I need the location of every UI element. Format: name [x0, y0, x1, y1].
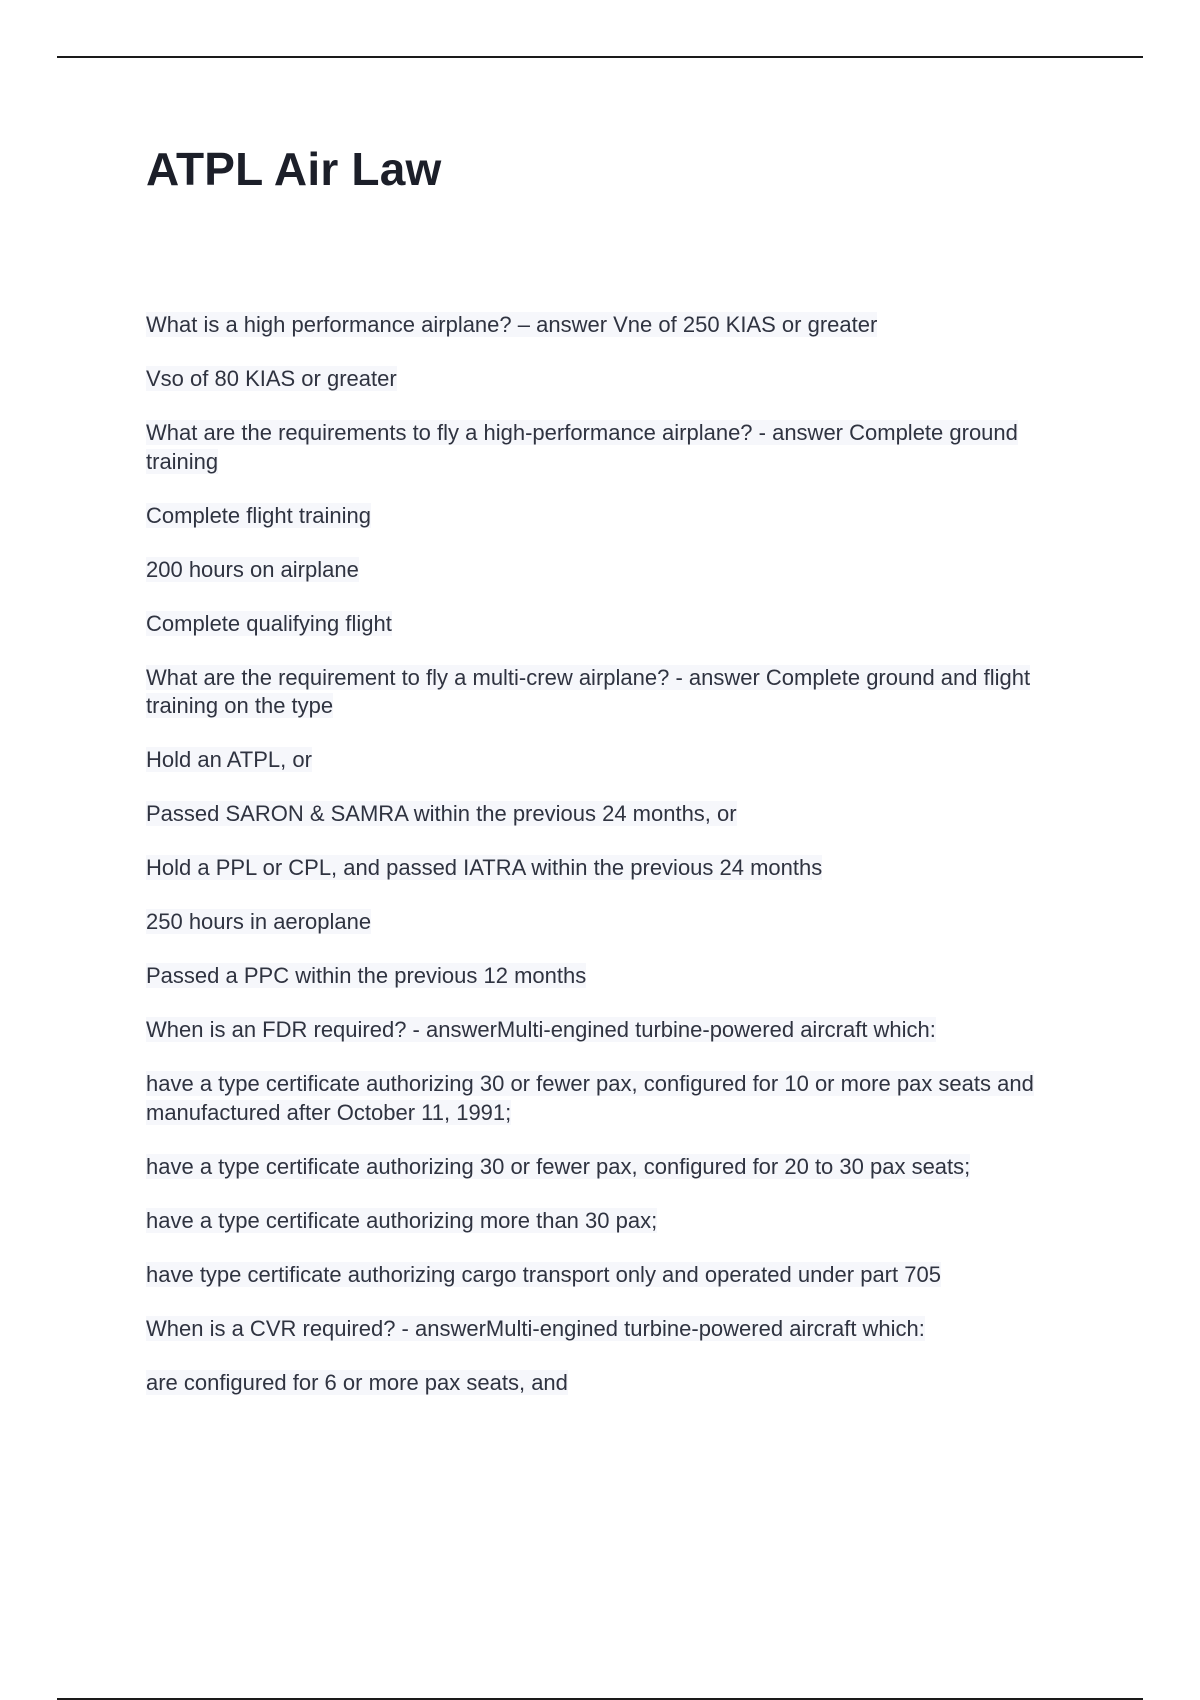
paragraph: have a type certificate authorizing 30 or fewer pax, configured for 20 to 30 pax seats; [146, 1153, 971, 1179]
paragraph: 250 hours in aeroplane [146, 909, 372, 934]
paragraph: What is a high performance airplane? – answer Vne of 250 KIAS or greater [146, 312, 878, 337]
paragraph: Complete qualifying flight [146, 610, 392, 636]
paragraph: What are the requirements to fly a high-performance airplane? - answer Complete ground training [146, 420, 1018, 474]
paragraph: have a type certificate authorizing 30 or fewer pax, configured for 10 or more pax seats and manufactured after October 11, 1991; [146, 1071, 1034, 1125]
paragraph: have a type certificate authorizing more than 30 pax; [146, 1207, 658, 1233]
paragraph: 200 hours on airplane [146, 556, 359, 582]
paragraph: Hold a PPL or CPL, and passed IATRA within the previous 24 months [146, 855, 823, 880]
paragraph: When is a CVR required? - answerMulti-engined turbine-powered aircraft which: [146, 1315, 925, 1341]
paragraph: Complete flight training [146, 502, 372, 528]
paragraph: are configured for 6 or more pax seats, and [146, 1369, 568, 1395]
top-rule [57, 56, 1143, 58]
document-title: ATPL Air Law [146, 143, 442, 195]
paragraph: When is an FDR required? - answerMulti-engined turbine-powered aircraft which: [146, 1017, 936, 1042]
document-body [146, 311, 1086, 1423]
paragraph: Vso of 80 KIAS or greater [146, 366, 397, 391]
paragraph: have type certificate authorizing cargo transport only and operated under part 705 [146, 1261, 941, 1287]
paragraph: What are the requirement to fly a multi-crew airplane? - answer Complete ground and flight training on the type [146, 664, 1031, 718]
paragraph: Passed SARON & SAMRA within the previous 24 months, or [146, 801, 737, 826]
paragraph: Passed a PPC within the previous 12 months [146, 963, 587, 988]
paragraph: Hold an ATPL, or [146, 747, 312, 772]
